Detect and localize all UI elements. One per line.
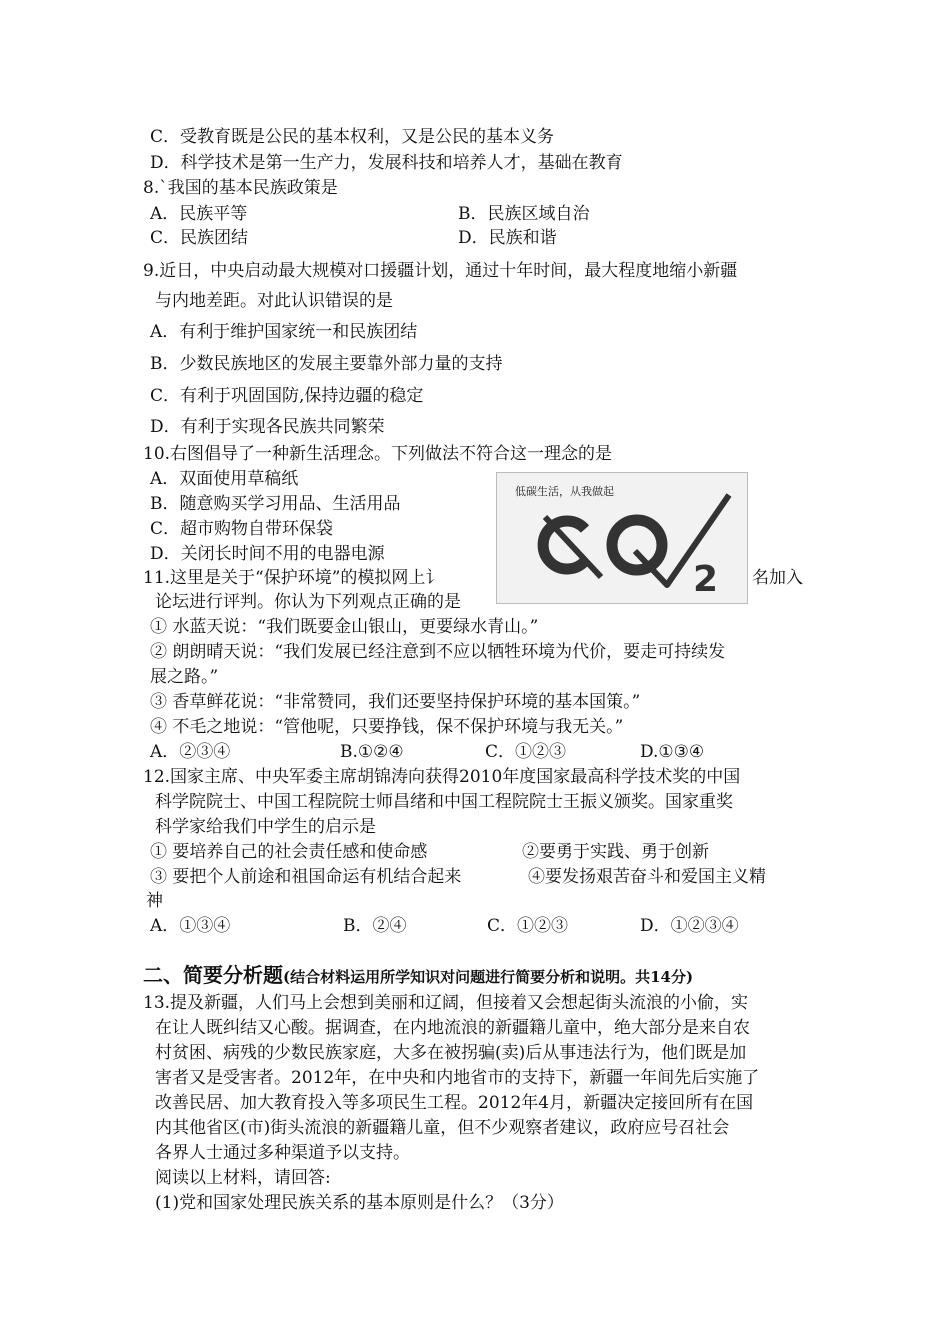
q9-stem-line-2: 与内地差距。对此认识错误的是 (155, 291, 393, 311)
q12-statement-4: ④要发扬艰苦奋斗和爱国主义精 (528, 867, 766, 887)
section-title: 二、简要分析题 (143, 963, 283, 987)
q7-option-d: D．科学技术是第一生产力，发展科技和培养人才，基础在教育 (150, 153, 623, 173)
q13-prompt: 阅读以上材料，请回答: (155, 1168, 331, 1188)
q12-stem-line-1: 12.国家主席、中央军委主席胡锦涛向获得2010年度国家最高科学技术奖的中国 (143, 767, 741, 787)
low-carbon-figure (496, 472, 748, 604)
q12-statement-1: ① 要培养自己的社会责任感和使命感 (150, 842, 428, 862)
q8-option-d: D．民族和谐 (458, 228, 557, 248)
q10-option-d: D．关闭长时间不用的电器电源 (150, 544, 385, 564)
q8-option-b: B．民族区域自治 (458, 204, 590, 224)
q11-option-a: A．②③④ (150, 742, 231, 762)
figure-subscript: 2 (693, 559, 719, 600)
q9-option-b: B．少数民族地区的发展主要靠外部力量的支持 (150, 354, 503, 374)
q12-stem-line-3: 科学家给我们中学生的启示是 (155, 817, 376, 837)
q8-option-c: C．民族团结 (150, 228, 249, 248)
q11-option-d: D.①③④ (640, 742, 705, 762)
q11-stem-line-2: 论坛进行评判。你认为下列观点正确的是 (155, 592, 461, 612)
q11-statement-1: ① 水蓝天说：“我们既要金山银山，更要绿水青山。” (150, 617, 539, 637)
q12-option-a: A．①③④ (150, 916, 231, 936)
q12-option-b: B．②④ (343, 916, 407, 936)
no-co2-icon (497, 473, 748, 604)
section-subtitle: (结合材料运用所学知识对问题进行简要分析和说明。共14分) (283, 968, 694, 986)
q13-line-1: 13.提及新疆，人们马上会想到美丽和辽阔，但接着又会想起街头流浪的小偷，实 (143, 993, 749, 1013)
q12-option-d: D．①②③④ (640, 916, 739, 936)
q9-option-c: C．有利于巩固国防,保持边疆的稳定 (150, 386, 424, 406)
q10-option-a: A．双面使用草稿纸 (150, 469, 299, 489)
q12-statement-4-cont: 神 (146, 891, 163, 911)
q13-line-3: 村贫困、病残的少数民族家庭，大多在被拐骗(卖)后从事违法行为，他们既是加 (155, 1043, 747, 1063)
q11-option-c: C．①②③ (485, 742, 567, 762)
q13-line-2: 在让人既纠结又心酸。据调查，在内地流浪的新疆籍儿童中，绝大部分是来自农 (155, 1018, 750, 1038)
q9-stem-line-1: 9.近日，中央启动最大规模对口援疆计划，通过十年时间，最大程度地缩小新疆 (143, 261, 738, 281)
q10-option-b: B．随意购买学习用品、生活用品 (150, 494, 401, 514)
q13-subquestion-1: (1)党和国家处理民族关系的基本原则是什么？（3分） (155, 1193, 564, 1213)
q11-stem-line-1: 11.这里是关于“保护环境”的模拟网上讠 (143, 568, 443, 588)
q10-option-c: C．超市购物自带环保袋 (150, 519, 334, 539)
q11-statement-3: ③ 香草鲜花说：“非常赞同，我们还要坚持保护环境的基本国策。” (150, 692, 641, 712)
q8-option-a: A．民族平等 (150, 204, 248, 224)
section-heading (143, 963, 693, 989)
q9-option-a: A．有利于维护国家统一和民族团结 (150, 322, 418, 342)
q13-line-7: 各界人士通过多种渠道予以支持。 (155, 1143, 410, 1163)
q13-line-6: 内其他省区(市)街头流浪的新疆籍儿童，但不少观察者建议，政府应号召社会 (155, 1118, 730, 1138)
q12-statement-2: ②要勇于实践、勇于创新 (522, 842, 709, 862)
q7-option-c: C．受教育既是公民的基本权利，又是公民的基本义务 (150, 127, 555, 147)
q12-statement-3: ③ 要把个人前途和祖国命运有机结合起来 (150, 867, 462, 887)
q11-statement-4: ④ 不毛之地说：“管他呢，只要挣钱，保不保护环境与我无关。” (150, 717, 624, 737)
q10-stem: 10.右图倡导了一种新生活理念。下列做法不符合这一理念的是 (143, 444, 613, 464)
q11-statement-2: ② 朗朗晴天说：“我们发展已经注意到不应以牺牲环境为代价，要走可持续发 (150, 642, 726, 662)
q11-stem-line-1-tail: 名加入 (752, 568, 803, 588)
q11-option-b: B.①②④ (340, 742, 404, 762)
q12-stem-line-2: 科学院院士、中国工程院院士师昌绪和中国工程院院士王振义颁奖。国家重奖 (155, 792, 733, 812)
figure-caption: 低碳生活，从我做起 (515, 485, 614, 498)
q9-option-d: D．有利于实现各民族共同繁荣 (150, 417, 385, 437)
q8-stem: 8.`我国的基本民族政策是 (143, 178, 338, 198)
q13-line-4: 害者又是受害者。2012年，在中央和内地省市的支持下，新疆一年间先后实施了 (155, 1068, 760, 1088)
q12-option-c: C．①②③ (487, 916, 569, 936)
q13-line-5: 改善民居、加大教育投入等多项民生工程。2012年4月，新疆决定接回所有在国 (155, 1093, 754, 1113)
q11-statement-2-cont: 展之路。” (150, 667, 219, 687)
